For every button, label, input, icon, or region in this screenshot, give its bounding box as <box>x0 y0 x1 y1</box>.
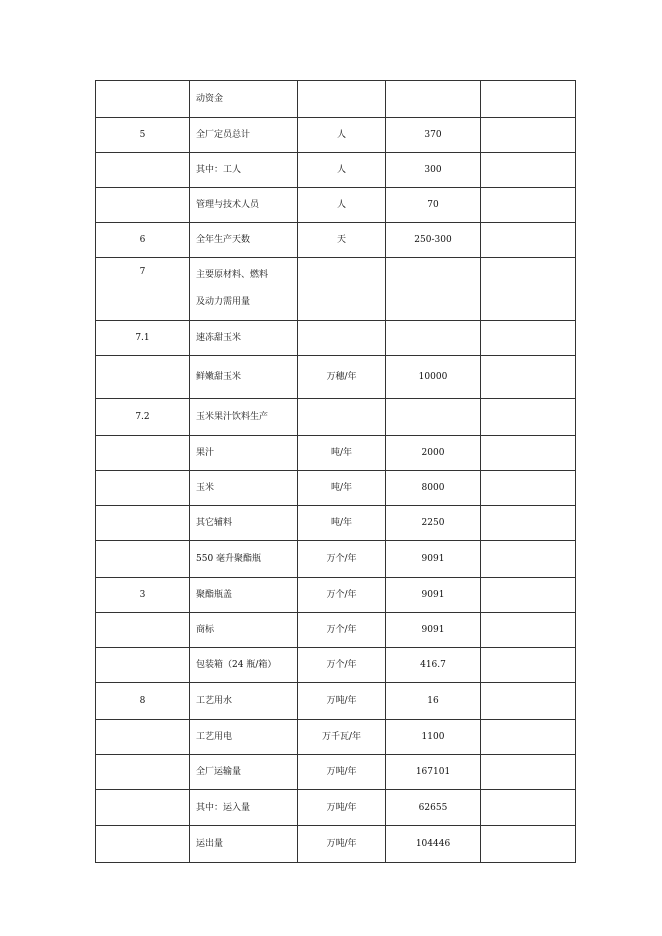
unit: 天 <box>298 223 386 258</box>
note <box>481 356 576 399</box>
note <box>481 118 576 153</box>
unit <box>298 258 386 321</box>
note <box>481 258 576 321</box>
item-name: 聚酯瓶盖 <box>190 578 298 613</box>
table-row <box>96 399 576 436</box>
item-name: 550 毫升聚酯瓶 <box>190 541 298 578</box>
value <box>386 399 481 436</box>
value: 16 <box>386 683 481 720</box>
item-name: 其中：运入量 <box>190 790 298 826</box>
table-row <box>96 755 576 790</box>
unit: 吨/年 <box>298 436 386 471</box>
value: 8000 <box>386 471 481 506</box>
row-number <box>96 648 190 683</box>
item-name: 其它辅料 <box>190 506 298 541</box>
unit: 人 <box>298 118 386 153</box>
table-row <box>96 506 576 541</box>
table-row <box>96 118 576 153</box>
table-row <box>96 578 576 613</box>
row-number <box>96 506 190 541</box>
row-number: 3 <box>96 578 190 613</box>
row-number <box>96 436 190 471</box>
unit: 万吨/年 <box>298 790 386 826</box>
row-number: 7 <box>96 258 190 321</box>
value: 416.7 <box>386 648 481 683</box>
unit: 万个/年 <box>298 613 386 648</box>
data-table <box>95 80 576 863</box>
note <box>481 613 576 648</box>
note <box>481 541 576 578</box>
value: 104446 <box>386 826 481 863</box>
value: 9091 <box>386 578 481 613</box>
unit <box>298 81 386 118</box>
unit <box>298 321 386 356</box>
item-name-line-2: 及动力需用量 <box>196 297 251 307</box>
note <box>481 471 576 506</box>
item-name: 商标 <box>190 613 298 648</box>
note <box>481 223 576 258</box>
unit: 万千瓦/年 <box>298 720 386 755</box>
row-number: 7.2 <box>96 399 190 436</box>
table-row <box>96 321 576 356</box>
unit: 万个/年 <box>298 578 386 613</box>
note <box>481 578 576 613</box>
table-row <box>96 471 576 506</box>
table-row <box>96 541 576 578</box>
item-name: 果汁 <box>190 436 298 471</box>
note <box>481 153 576 188</box>
item-name: 运出量 <box>190 826 298 863</box>
unit: 万个/年 <box>298 541 386 578</box>
row-number: 5 <box>96 118 190 153</box>
row-number: 7.1 <box>96 321 190 356</box>
table-row <box>96 826 576 863</box>
row-number <box>96 356 190 399</box>
unit: 人 <box>298 188 386 223</box>
row-number <box>96 471 190 506</box>
note <box>481 506 576 541</box>
unit <box>298 399 386 436</box>
unit: 万吨/年 <box>298 755 386 790</box>
item-name: 全厂运输量 <box>190 755 298 790</box>
item-name: 工艺用电 <box>190 720 298 755</box>
item-name: 管理与技术人员 <box>190 188 298 223</box>
row-number <box>96 790 190 826</box>
value <box>386 321 481 356</box>
item-name: 玉米果汁饮料生产 <box>190 399 298 436</box>
table-row <box>96 436 576 471</box>
table-row <box>96 223 576 258</box>
row-number: 6 <box>96 223 190 258</box>
table-row <box>96 790 576 826</box>
unit: 人 <box>298 153 386 188</box>
value: 2000 <box>386 436 481 471</box>
table-row <box>96 613 576 648</box>
table-row <box>96 258 576 321</box>
value: 10000 <box>386 356 481 399</box>
table-row <box>96 720 576 755</box>
value: 300 <box>386 153 481 188</box>
unit: 吨/年 <box>298 506 386 541</box>
value <box>386 81 481 118</box>
note <box>481 188 576 223</box>
item-name: 速冻甜玉米 <box>190 321 298 356</box>
item-name: 全年生产天数 <box>190 223 298 258</box>
row-number <box>96 153 190 188</box>
unit: 万穗/年 <box>298 356 386 399</box>
row-number <box>96 755 190 790</box>
table-row <box>96 81 576 118</box>
row-number: 8 <box>96 683 190 720</box>
row-number <box>96 541 190 578</box>
table-row <box>96 648 576 683</box>
table-row <box>96 188 576 223</box>
item-name: 鲜嫩甜玉米 <box>190 356 298 399</box>
item-name: 其中：工人 <box>190 153 298 188</box>
table-row <box>96 683 576 720</box>
value: 62655 <box>386 790 481 826</box>
item-name: 全厂定员总计 <box>190 118 298 153</box>
note <box>481 683 576 720</box>
row-number <box>96 826 190 863</box>
table-row <box>96 153 576 188</box>
item-name: 工艺用水 <box>190 683 298 720</box>
unit: 万个/年 <box>298 648 386 683</box>
note <box>481 826 576 863</box>
unit: 万吨/年 <box>298 683 386 720</box>
note <box>481 720 576 755</box>
value: 370 <box>386 118 481 153</box>
value: 167101 <box>386 755 481 790</box>
row-number <box>96 720 190 755</box>
note <box>481 790 576 826</box>
value: 250-300 <box>386 223 481 258</box>
note <box>481 81 576 118</box>
note <box>481 755 576 790</box>
item-name: 动资金 <box>190 81 298 118</box>
note <box>481 436 576 471</box>
value <box>386 258 481 321</box>
unit: 万吨/年 <box>298 826 386 863</box>
item-name <box>190 258 298 321</box>
row-number <box>96 81 190 118</box>
row-number <box>96 613 190 648</box>
value: 70 <box>386 188 481 223</box>
note <box>481 399 576 436</box>
value: 2250 <box>386 506 481 541</box>
value: 1100 <box>386 720 481 755</box>
item-name: 包装箱（24 瓶/箱） <box>190 648 298 683</box>
item-name: 玉米 <box>190 471 298 506</box>
row-number <box>96 188 190 223</box>
value: 9091 <box>386 541 481 578</box>
value: 9091 <box>386 613 481 648</box>
note <box>481 321 576 356</box>
note <box>481 648 576 683</box>
item-name-line-1: 主要原材料、燃料 <box>196 270 269 280</box>
table-row <box>96 356 576 399</box>
unit: 吨/年 <box>298 471 386 506</box>
